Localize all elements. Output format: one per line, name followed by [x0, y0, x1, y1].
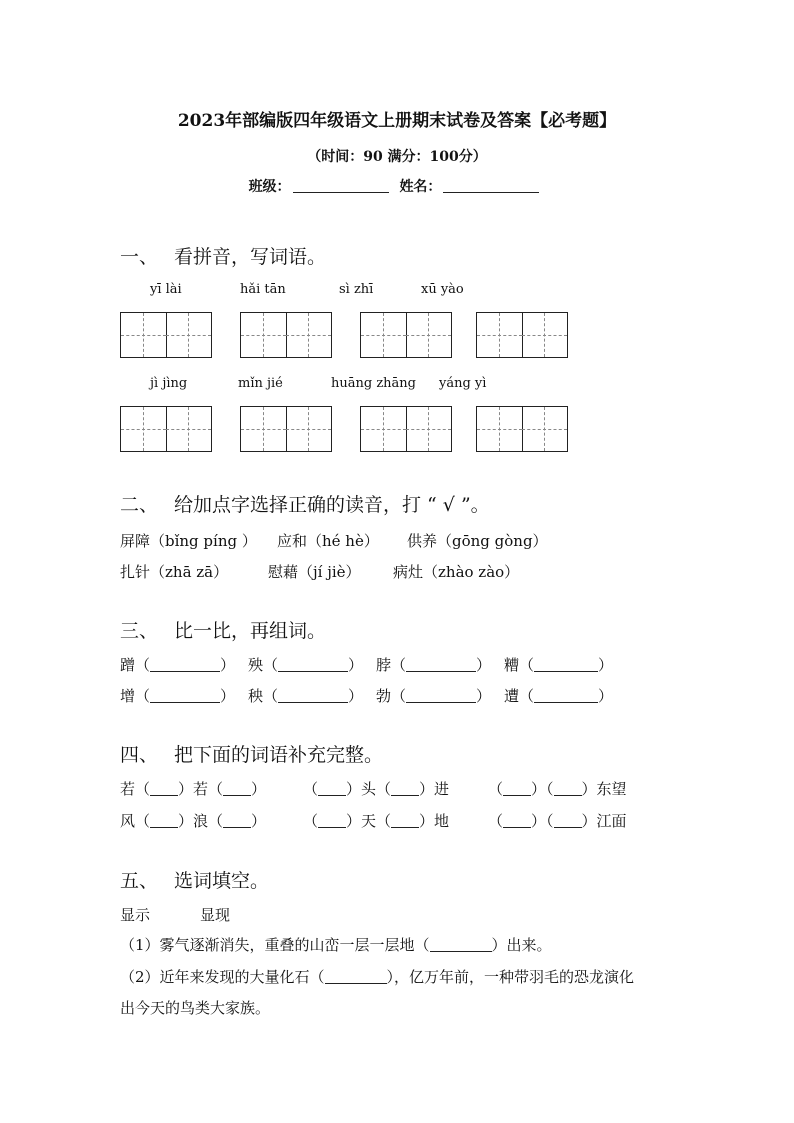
class-blank[interactable]	[293, 178, 389, 193]
pinyin-label: yáng yì	[439, 376, 487, 391]
section-3-heading	[120, 616, 326, 643]
writing-grid[interactable]	[120, 312, 212, 358]
fill-question-2-continued: 出今天的鸟类大家族。	[120, 999, 271, 1017]
student-info-line	[0, 176, 794, 196]
word-compare-item[interactable]: 殃（ ）	[248, 656, 364, 674]
idiom-item[interactable]: （ ）天（ ）地	[303, 812, 450, 830]
section-2-number: 二、	[120, 494, 159, 516]
word-choice: 显示	[120, 906, 151, 924]
word-compare-item[interactable]: 增（ ）	[120, 687, 236, 705]
word-compare-item[interactable]: 蹭（ ）	[120, 656, 236, 674]
section-5-number: 五、	[120, 870, 159, 892]
pronunciation-choice[interactable]: 扎针（zhā zā）	[120, 563, 229, 581]
section-2-heading	[120, 490, 490, 517]
section-4-title: 把下面的词语补充完整。	[174, 744, 384, 766]
section-1-title: 看拼音，写词语。	[174, 246, 327, 268]
pinyin-label: sì zhī	[339, 282, 374, 297]
name-label: 姓名：	[399, 179, 442, 195]
word-compare-item[interactable]: 脖（ ）	[376, 656, 492, 674]
pronunciation-choice[interactable]: 供养（gōng gòng）	[407, 532, 548, 550]
section-1-number: 一、	[120, 246, 159, 268]
pronunciation-choice[interactable]: 病灶（zhào zào）	[393, 563, 520, 581]
writing-grid[interactable]	[360, 406, 452, 452]
class-label: 班级：	[248, 179, 291, 195]
section-5-heading	[120, 866, 269, 893]
pinyin-label: yī lài	[150, 282, 182, 297]
section-5-title: 选词填空。	[174, 870, 270, 892]
page-title: 2023年部编版四年级语文上册期末试卷及答案【必考题】	[177, 111, 617, 131]
word-compare-item[interactable]: 糟（ ）	[504, 656, 614, 674]
fill-question-1[interactable]: （1）雾气逐渐消失，重叠的山峦一层一层地（ ）出来。	[120, 936, 552, 954]
idiom-item[interactable]: （ ）（ ）江面	[488, 812, 627, 830]
writing-grid[interactable]	[476, 312, 568, 358]
idiom-item[interactable]: 风（ ）浪（ ）	[120, 812, 267, 830]
writing-grid[interactable]	[240, 312, 332, 358]
section-4-number: 四、	[120, 744, 159, 766]
writing-grid[interactable]	[240, 406, 332, 452]
word-choice: 显现	[200, 906, 231, 924]
section-2-title: 给加点字选择正确的读音，打 “ √ ”。	[174, 494, 490, 516]
pronunciation-choice[interactable]: 应和（hé hè）	[277, 532, 379, 550]
pinyin-label: xū yào	[421, 282, 464, 297]
idiom-item[interactable]: （ ）（ ）东望	[488, 780, 627, 798]
section-1-heading	[120, 242, 326, 269]
fill-question-2[interactable]: （2）近年来发现的大量化石（ ），亿万年前，一种带羽毛的恐龙演化	[120, 968, 635, 986]
pinyin-label: huāng zhāng	[331, 376, 416, 391]
section-3-title: 比一比，再组词。	[174, 620, 327, 642]
pronunciation-choice[interactable]: 屏障（bǐng píng ）	[120, 532, 257, 550]
section-3-number: 三、	[120, 620, 159, 642]
pinyin-label: hǎi tān	[240, 282, 286, 297]
pronunciation-choice[interactable]: 慰藉（jí jiè）	[268, 563, 361, 581]
section-4-heading	[120, 740, 383, 767]
writing-grid[interactable]	[476, 406, 568, 452]
word-compare-item[interactable]: 秧（ ）	[248, 687, 364, 705]
idiom-item[interactable]: 若（ ）若（ ）	[120, 780, 267, 798]
name-blank[interactable]	[443, 178, 539, 193]
idiom-item[interactable]: （ ）头（ ）进	[303, 780, 450, 798]
pinyin-label: mǐn jié	[238, 376, 283, 391]
writing-grid[interactable]	[120, 406, 212, 452]
pinyin-label: jì jìng	[150, 376, 188, 391]
word-compare-item[interactable]: 遭（ ）	[504, 687, 614, 705]
exam-time-score: （时间：90 满分：100分）	[307, 149, 487, 165]
word-compare-item[interactable]: 勃（ ）	[376, 687, 492, 705]
writing-grid[interactable]	[360, 312, 452, 358]
